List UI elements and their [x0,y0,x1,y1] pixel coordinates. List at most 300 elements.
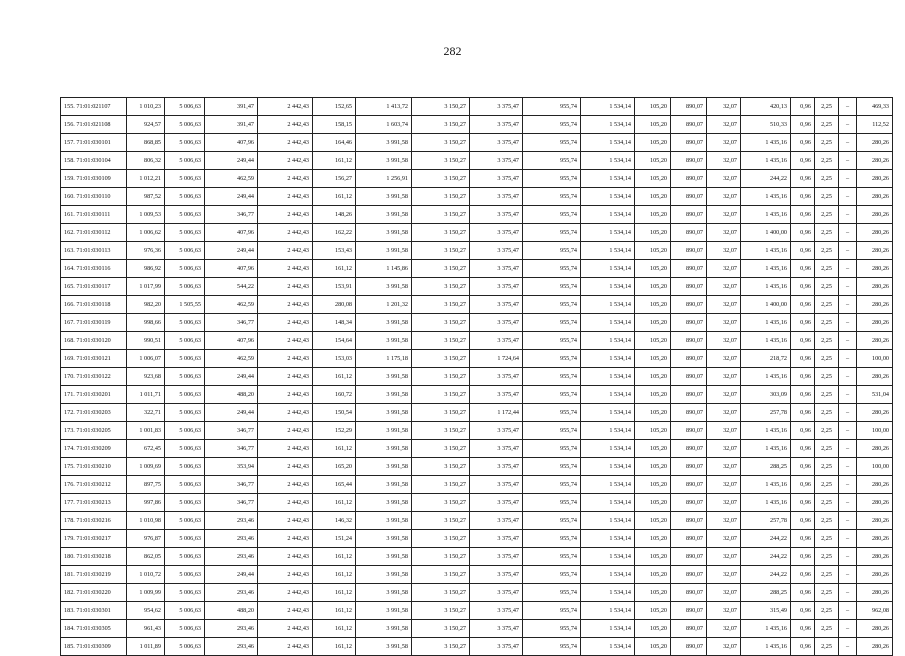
table-cell: 32,07 [707,224,741,242]
table-cell: 2 442,43 [258,638,313,656]
table-cell: 5 006,63 [165,116,205,134]
table-cell: 32,07 [707,332,741,350]
table-cell: 280,08 [313,296,356,314]
table-cell: 1 400,00 [741,296,791,314]
table-cell: 469,33 [857,98,893,116]
table-cell: 2 442,43 [258,98,313,116]
table-cell: 293,46 [205,620,258,638]
table-cell: 3 991,58 [356,422,412,440]
table-cell: 924,57 [127,116,165,134]
table-cell: 346,77 [205,314,258,332]
table-cell: 2 442,43 [258,584,313,602]
table-cell: 151,24 [313,530,356,548]
table-cell: 280,26 [857,260,893,278]
table-cell: 2,25 [815,170,839,188]
table-cell: 249,44 [205,152,258,170]
table-cell: 5 006,63 [165,170,205,188]
table-cell: – [839,116,857,134]
table-cell: 161,12 [313,602,356,620]
row-id-cell: 169. 71:01:030121 [61,350,127,368]
table-row [61,602,893,620]
row-id-cell: 165. 71:01:030117 [61,278,127,296]
table-cell: 890,07 [671,134,707,152]
table-cell: 890,07 [671,566,707,584]
table-cell: 105,20 [635,116,671,134]
table-cell: 1 534,14 [581,440,635,458]
table-cell: 105,20 [635,458,671,476]
table-cell: 3 991,58 [356,386,412,404]
data-table [60,97,893,656]
table-row [61,278,893,296]
table-cell: 955,74 [523,458,581,476]
table-cell: 5 006,63 [165,350,205,368]
table-cell: 0,96 [791,314,815,332]
table-cell: 3 375,47 [470,242,523,260]
table-cell: 280,26 [857,368,893,386]
table-cell: 3 375,47 [470,332,523,350]
table-cell: 105,20 [635,278,671,296]
table-cell: 2,25 [815,116,839,134]
table-cell: 2 442,43 [258,620,313,638]
table-cell: 105,20 [635,350,671,368]
row-id-cell: 177. 71:01:030213 [61,494,127,512]
table-cell: – [839,512,857,530]
table-cell: 2 442,43 [258,224,313,242]
table-cell: 0,96 [791,116,815,134]
table-cell: 3 375,47 [470,278,523,296]
table-cell: 0,96 [791,602,815,620]
table-cell: 2,25 [815,440,839,458]
table-cell: 1 603,74 [356,116,412,134]
table-cell: 955,74 [523,566,581,584]
table-row [61,638,893,656]
row-id-cell: 170. 71:01:030122 [61,368,127,386]
table-cell: 2 442,43 [258,530,313,548]
table-cell: 1 017,99 [127,278,165,296]
table-cell: 0,96 [791,566,815,584]
table-cell: 3 150,27 [412,224,470,242]
table-cell: 105,20 [635,260,671,278]
table-cell: 280,26 [857,476,893,494]
table-cell: 5 006,63 [165,368,205,386]
table-cell: 105,20 [635,296,671,314]
table-cell: 161,12 [313,368,356,386]
table-cell: 148,26 [313,206,356,224]
table-cell: 1 505,55 [165,296,205,314]
row-id-cell: 171. 71:01:030201 [61,386,127,404]
table-cell: 3 375,47 [470,170,523,188]
table-cell: 1 534,14 [581,386,635,404]
table-cell: 293,46 [205,584,258,602]
table-cell: 1 534,14 [581,476,635,494]
table-cell: 160,72 [313,386,356,404]
table-cell: 346,77 [205,476,258,494]
table-cell: 890,07 [671,512,707,530]
table-cell: 2 442,43 [258,278,313,296]
table-cell: 3 375,47 [470,260,523,278]
table-cell: 3 375,47 [470,512,523,530]
table-cell: – [839,584,857,602]
table-row [61,224,893,242]
table-cell: 1 534,14 [581,404,635,422]
table-cell: 997,86 [127,494,165,512]
table-cell: 5 006,63 [165,404,205,422]
table-cell: – [839,278,857,296]
table-cell: 32,07 [707,134,741,152]
table-cell: 955,74 [523,242,581,260]
table-cell: 346,77 [205,206,258,224]
table-cell: 0,96 [791,494,815,512]
table-cell: – [839,188,857,206]
table-cell: 218,72 [741,350,791,368]
table-cell: 3 991,58 [356,476,412,494]
table-row [61,494,893,512]
table-cell: 148,34 [313,314,356,332]
table-cell: – [839,368,857,386]
table-cell: 890,07 [671,548,707,566]
table-cell: 462,59 [205,296,258,314]
table-cell: 3 991,58 [356,134,412,152]
table-row [61,548,893,566]
table-cell: 32,07 [707,152,741,170]
table-cell: 1 534,14 [581,224,635,242]
table-cell: 105,20 [635,404,671,422]
table-cell: 3 150,27 [412,458,470,476]
table-cell: 1 435,16 [741,440,791,458]
table-cell: 955,74 [523,98,581,116]
table-cell: 161,12 [313,152,356,170]
table-cell: 890,07 [671,314,707,332]
table-cell: 1 534,14 [581,530,635,548]
table-cell: 1 534,14 [581,584,635,602]
table-cell: 1 012,21 [127,170,165,188]
table-cell: 257,78 [741,512,791,530]
table-cell: 3 375,47 [470,458,523,476]
table-cell: 244,22 [741,170,791,188]
table-cell: 2,25 [815,188,839,206]
table-cell: 112,52 [857,116,893,134]
table-row [61,314,893,332]
table-cell: 105,20 [635,152,671,170]
table-cell: 3 991,58 [356,152,412,170]
table-cell: 249,44 [205,404,258,422]
table-cell: 280,26 [857,584,893,602]
table-cell: 1 435,16 [741,278,791,296]
table-cell: 1 435,16 [741,242,791,260]
table-cell: 100,00 [857,458,893,476]
table-cell: 1 534,14 [581,350,635,368]
table-cell: 105,20 [635,242,671,260]
table-cell: 303,09 [741,386,791,404]
table-cell: 32,07 [707,494,741,512]
table-cell: 2,25 [815,602,839,620]
table-cell: 3 375,47 [470,584,523,602]
table-cell: 315,49 [741,602,791,620]
table-cell: 280,26 [857,278,893,296]
table-cell: 890,07 [671,584,707,602]
table-cell: 1 400,00 [741,224,791,242]
table-cell: – [839,638,857,656]
table-cell: 2,25 [815,242,839,260]
table-cell: 544,22 [205,278,258,296]
table-cell: 0,96 [791,98,815,116]
table-cell: 2,25 [815,584,839,602]
table-cell: 1 435,16 [741,188,791,206]
table-row [61,566,893,584]
table-row [61,188,893,206]
table-cell: 955,74 [523,152,581,170]
table-cell: 3 375,47 [470,134,523,152]
table-cell: 2 442,43 [258,188,313,206]
table-cell: 1 435,16 [741,332,791,350]
table-cell: 2,25 [815,206,839,224]
table-cell: 105,20 [635,638,671,656]
table-cell: 0,96 [791,620,815,638]
table-row [61,260,893,278]
table-cell: 1 534,14 [581,566,635,584]
table-cell: 280,26 [857,206,893,224]
table-cell: 955,74 [523,296,581,314]
table-cell: 955,74 [523,170,581,188]
table-cell: 890,07 [671,386,707,404]
table-cell: 2,25 [815,494,839,512]
table-cell: 161,12 [313,440,356,458]
table-cell: 105,20 [635,584,671,602]
table-cell: 154,64 [313,332,356,350]
table-cell: 2 442,43 [258,242,313,260]
table-cell: 1 006,62 [127,224,165,242]
table-cell: 105,20 [635,566,671,584]
table-cell: 105,20 [635,548,671,566]
table-cell: 2,25 [815,368,839,386]
table-row [61,206,893,224]
table-cell: 1 534,14 [581,512,635,530]
table-cell: 32,07 [707,404,741,422]
table-cell: 3 991,58 [356,224,412,242]
table-cell: 2,25 [815,332,839,350]
table-cell: 105,20 [635,224,671,242]
table-cell: 2,25 [815,224,839,242]
table-cell: – [839,206,857,224]
table-cell: 3 150,27 [412,440,470,458]
table-cell: 1 435,16 [741,494,791,512]
table-row [61,350,893,368]
table-cell: 280,26 [857,242,893,260]
table-cell: 890,07 [671,332,707,350]
table-cell: 3 150,27 [412,98,470,116]
table-cell: 955,74 [523,440,581,458]
table-cell: 1 175,18 [356,350,412,368]
table-cell: 1 534,14 [581,296,635,314]
table-cell: 890,07 [671,350,707,368]
table-cell: 1 435,16 [741,134,791,152]
table-cell: 1 006,07 [127,350,165,368]
table-cell: – [839,242,857,260]
table-cell: 890,07 [671,602,707,620]
table-cell: – [839,458,857,476]
table-cell: 0,96 [791,584,815,602]
table-cell: 146,32 [313,512,356,530]
table-cell: 105,20 [635,602,671,620]
table-cell: 2,25 [815,548,839,566]
table-cell: 3 991,58 [356,620,412,638]
table-cell: 1 534,14 [581,242,635,260]
table-cell: 2 442,43 [258,566,313,584]
table-cell: 161,12 [313,620,356,638]
table-cell: 1 435,16 [741,422,791,440]
table-cell: 3 375,47 [470,566,523,584]
table-cell: 280,26 [857,620,893,638]
table-cell: 0,96 [791,404,815,422]
table-row [61,98,893,116]
table-cell: – [839,548,857,566]
table-cell: 105,20 [635,332,671,350]
table-cell: 158,15 [313,116,356,134]
table-cell: 407,96 [205,332,258,350]
table-cell: 1 011,89 [127,638,165,656]
table-cell: 161,12 [313,566,356,584]
table-cell: 280,26 [857,494,893,512]
table-cell: 890,07 [671,494,707,512]
table-cell: 890,07 [671,224,707,242]
table-row [61,476,893,494]
table-cell: 2 442,43 [258,206,313,224]
table-cell: 5 006,63 [165,494,205,512]
table-cell: 2 442,43 [258,440,313,458]
table-cell: 0,96 [791,368,815,386]
table-cell: 164,46 [313,134,356,152]
table-cell: 1 534,14 [581,188,635,206]
row-id-cell: 164. 71:01:030116 [61,260,127,278]
table-row [61,242,893,260]
table-cell: 3 150,27 [412,404,470,422]
table-cell: 346,77 [205,422,258,440]
table-cell: 890,07 [671,422,707,440]
table-cell: 5 006,63 [165,242,205,260]
table-cell: 2,25 [815,512,839,530]
table-cell: 890,07 [671,440,707,458]
table-cell: 346,77 [205,440,258,458]
table-cell: 3 375,47 [470,224,523,242]
table-cell: 2 442,43 [258,386,313,404]
table-cell: 3 150,27 [412,368,470,386]
table-cell: 0,96 [791,332,815,350]
table-cell: 3 375,47 [470,422,523,440]
table-cell: 0,96 [791,260,815,278]
table-cell: 890,07 [671,620,707,638]
table-cell: 288,25 [741,584,791,602]
table-cell: 3 375,47 [470,188,523,206]
table-row [61,134,893,152]
table-cell: – [839,530,857,548]
table-cell: 3 375,47 [470,530,523,548]
table-cell: 280,26 [857,134,893,152]
row-id-cell: 172. 71:01:030203 [61,404,127,422]
table-cell: 105,20 [635,494,671,512]
table-cell: 5 006,63 [165,98,205,116]
table-cell: 3 150,27 [412,602,470,620]
table-cell: 1 534,14 [581,278,635,296]
table-cell: 2 442,43 [258,602,313,620]
table-cell: 3 991,58 [356,278,412,296]
table-cell: 5 006,63 [165,584,205,602]
table-cell: 105,20 [635,134,671,152]
table-cell: 890,07 [671,296,707,314]
table-cell: 0,96 [791,530,815,548]
table-cell: 293,46 [205,530,258,548]
table-cell: 890,07 [671,278,707,296]
table-cell: 890,07 [671,404,707,422]
table-cell: 3 150,27 [412,584,470,602]
table-cell: 32,07 [707,116,741,134]
table-cell: 890,07 [671,368,707,386]
table-cell: 3 375,47 [470,494,523,512]
table-cell: 32,07 [707,314,741,332]
table-cell: 3 375,47 [470,314,523,332]
table-cell: 2 442,43 [258,296,313,314]
table-cell: 3 991,58 [356,548,412,566]
table-cell: 2,25 [815,476,839,494]
table-cell: 3 375,47 [470,152,523,170]
table-row [61,512,893,530]
row-id-cell: 162. 71:01:030112 [61,224,127,242]
table-cell: 407,96 [205,134,258,152]
table-cell: 2,25 [815,134,839,152]
table-cell: 1 010,23 [127,98,165,116]
table-cell: 955,74 [523,620,581,638]
table-cell: 955,74 [523,278,581,296]
table-cell: 3 150,27 [412,152,470,170]
table-cell: 3 150,27 [412,206,470,224]
table-cell: 3 150,27 [412,170,470,188]
table-cell: 249,44 [205,242,258,260]
table-cell: 391,47 [205,116,258,134]
table-cell: 955,74 [523,584,581,602]
table-cell: 955,74 [523,116,581,134]
table-cell: 1 534,14 [581,602,635,620]
table-cell: 2,25 [815,566,839,584]
table-cell: 105,20 [635,98,671,116]
row-id-cell: 160. 71:01:030110 [61,188,127,206]
table-cell: 32,07 [707,620,741,638]
table-cell: 0,96 [791,422,815,440]
table-cell: 890,07 [671,260,707,278]
table-cell: 1 435,16 [741,638,791,656]
table-cell: 3 991,58 [356,332,412,350]
table-cell: 280,26 [857,188,893,206]
table-cell: 531,04 [857,386,893,404]
table-cell: 2 442,43 [258,314,313,332]
table-cell: 488,20 [205,386,258,404]
table-cell: 249,44 [205,566,258,584]
table-cell: 1 009,99 [127,584,165,602]
table-cell: 5 006,63 [165,314,205,332]
table-cell: 3 375,47 [470,620,523,638]
table-cell: 32,07 [707,260,741,278]
table-cell: 280,26 [857,548,893,566]
table-cell: – [839,314,857,332]
table-cell: 890,07 [671,638,707,656]
row-id-cell: 184. 71:01:030305 [61,620,127,638]
table-cell: – [839,260,857,278]
table-cell: 3 150,27 [412,188,470,206]
table-row [61,440,893,458]
table-cell: 3 375,47 [470,206,523,224]
table-cell: 0,96 [791,548,815,566]
table-cell: 100,00 [857,422,893,440]
row-id-cell: 157. 71:01:030101 [61,134,127,152]
table-cell: 0,96 [791,152,815,170]
